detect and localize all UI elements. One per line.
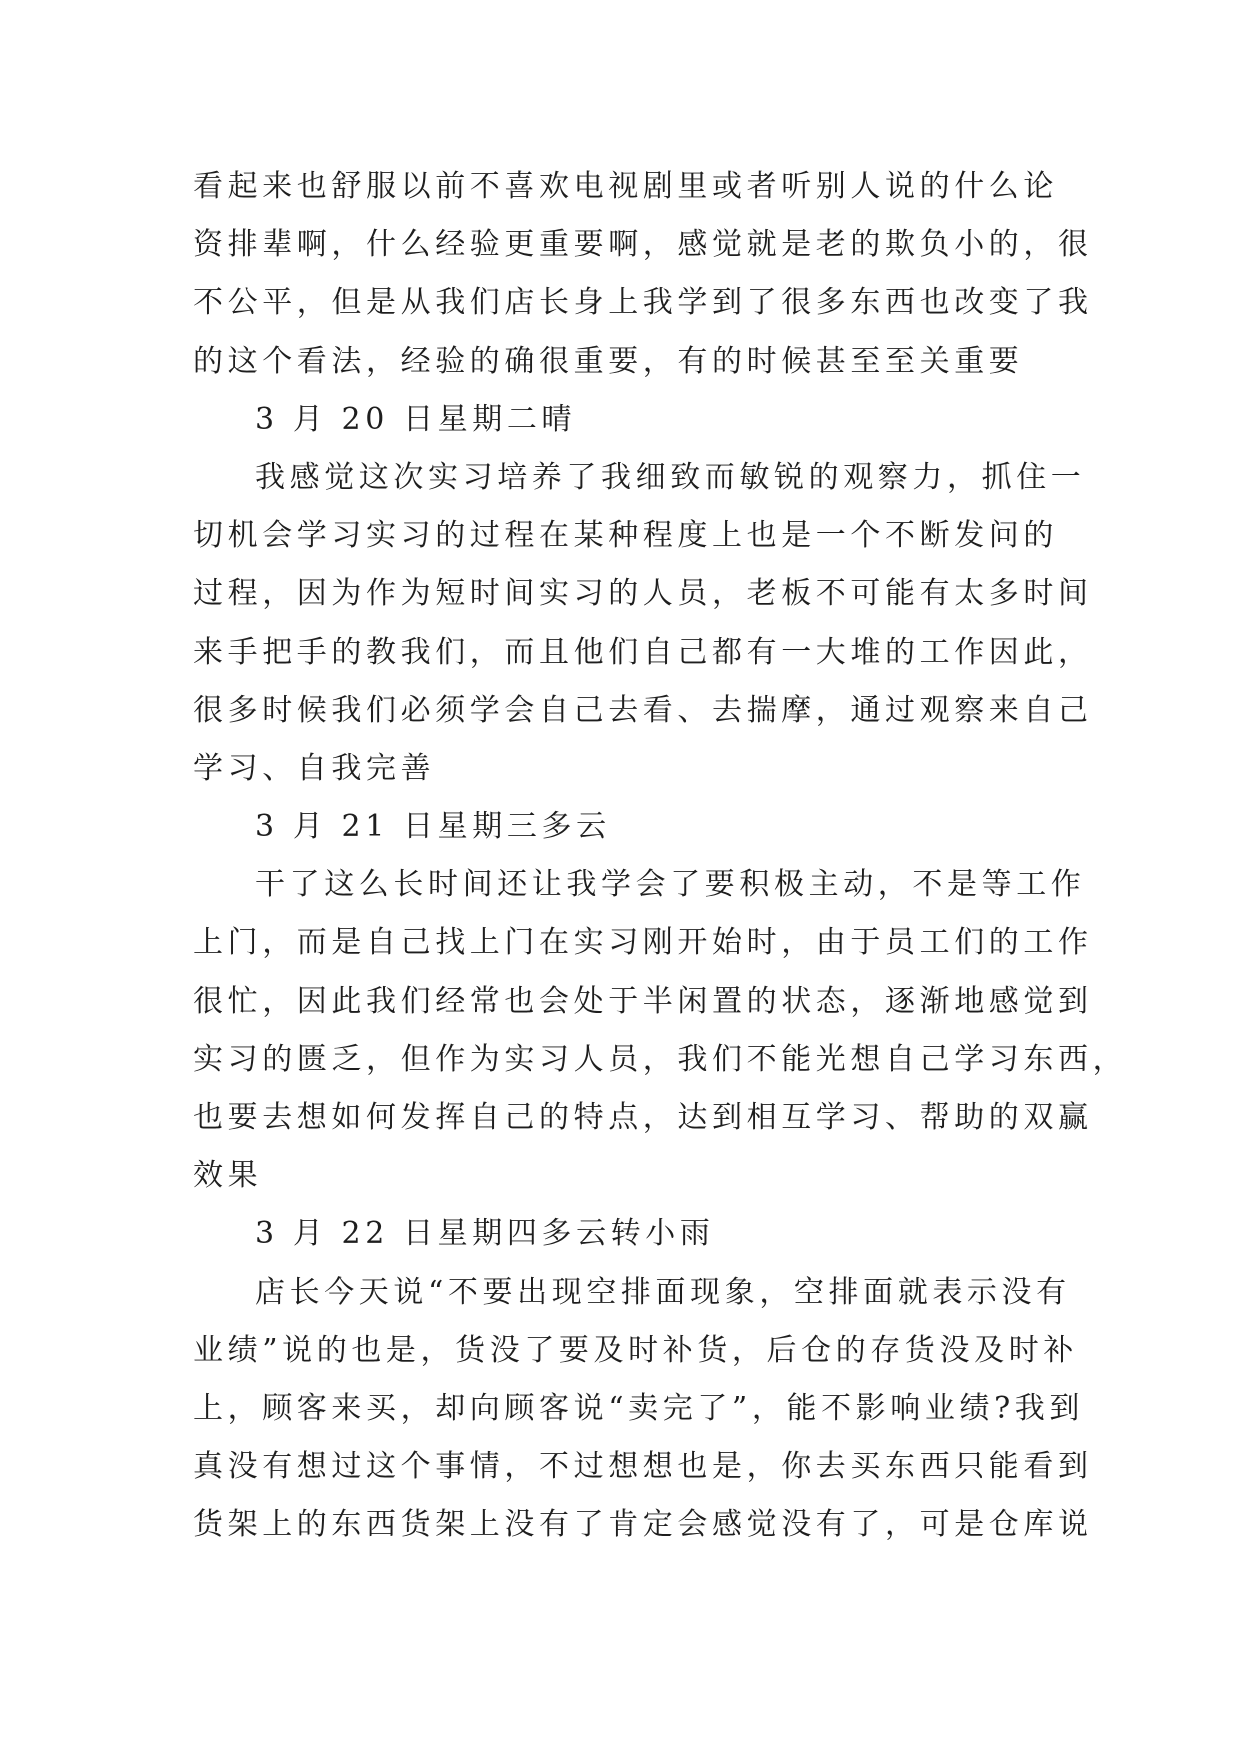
date-heading: 3 月 21 日星期三多云 — [255, 809, 611, 845]
text-line: 效果 — [193, 1158, 263, 1194]
text-line: 实习的匮乏，但作为实习人员，我们不能光想自己学习东西， — [193, 1041, 1128, 1077]
text-line: 真没有想过这个事情，不过想想也是，你去买东西只能看到 — [193, 1449, 1093, 1485]
text-line: 店长今天说“不要出现空排面现象，空排面就表示没有 — [255, 1274, 1071, 1310]
text-line: 过程，因为作为短时间实习的人员，老板不可能有太多时间 — [193, 576, 1093, 612]
text-line: 业绩”说的也是，货没了要及时补货，后仓的存货没及时补 — [193, 1332, 1078, 1368]
text-line: 干了这么长时间还让我学会了要积极主动，不是等工作 — [255, 867, 1086, 903]
text-line: 货架上的东西货架上没有了肯定会感觉没有了，可是仓库说 — [193, 1507, 1093, 1543]
text-line: 看起来也舒服以前不喜欢电视剧里或者听别人说的什么论 — [193, 169, 1058, 204]
text-line: 资排辈啊，什么经验更重要啊，感觉就是老的欺负小的，很 — [193, 227, 1093, 263]
text-line: 上，顾客来买，却向顾客说“卖完了”，能不影响业绩?我到 — [193, 1390, 1084, 1426]
text-line: 来手把手的教我们，而且他们自己都有一大堆的工作因此， — [193, 634, 1093, 670]
text-line: 上门，而是自己找上门在实习刚开始时，由于员工们的工作 — [193, 925, 1093, 961]
text-line: 很忙，因此我们经常也会处于半闲置的状态，逐渐地感觉到 — [193, 983, 1093, 1019]
text-line: 我感觉这次实习培养了我细致而敏锐的观察力，抓住一 — [255, 459, 1086, 495]
text-line: 切机会学习实习的过程在某种程度上也是一个不断发问的 — [193, 518, 1058, 554]
date-heading: 3 月 22 日星期四多云转小雨 — [255, 1216, 715, 1252]
text-line: 不公平，但是从我们店长身上我学到了很多东西也改变了我 — [193, 285, 1093, 321]
text-line: 也要去想如何发挥自己的特点，达到相互学习、帮助的双赢 — [193, 1100, 1093, 1135]
text-line: 学习、自我完善 — [193, 750, 436, 786]
date-heading: 3 月 20 日星期二晴 — [255, 401, 577, 437]
text-line: 的这个看法，经验的确很重要，有的时候甚至至关重要 — [193, 343, 1024, 379]
text-line: 很多时候我们必须学会自己去看、去揣摩，通过观察来自己 — [193, 692, 1093, 728]
document-body — [193, 158, 1128, 1555]
